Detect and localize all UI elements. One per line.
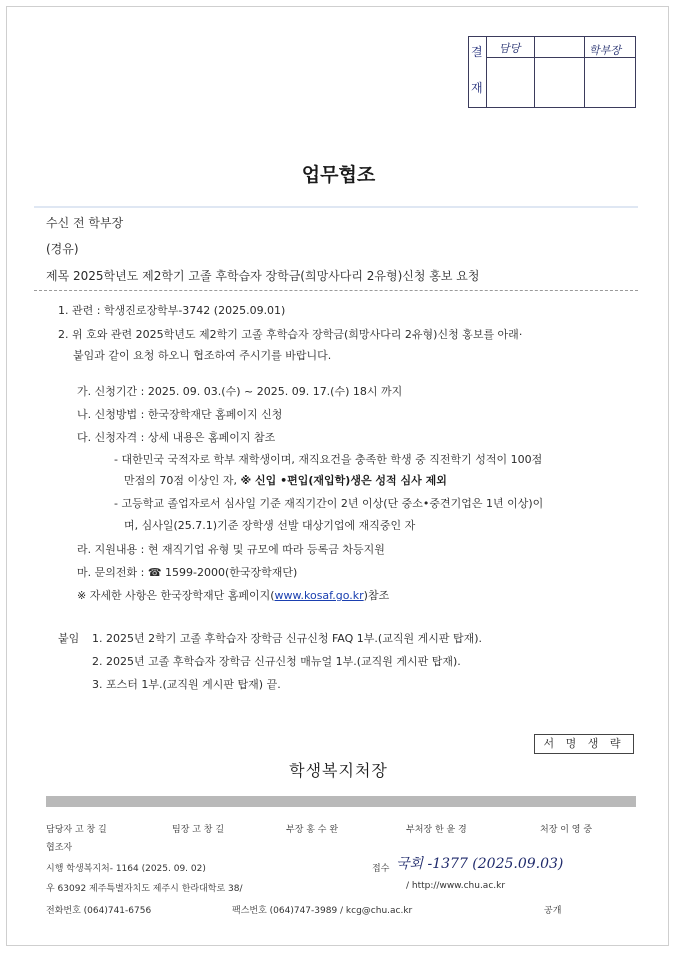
staff-director: 처장 이 영 중 [540,825,593,835]
item-da-1-line-2-text: 만점의 70점 이상인 자, [124,474,241,487]
document-title: 업무협조 [301,164,376,186]
recipient: 수신 전 학부장 [46,216,124,230]
approval-stamp-box [468,36,636,108]
header-divider [34,206,638,208]
reference-note [77,587,389,603]
website-url[interactable]: / http://www.chu.ac.kr [406,881,506,891]
approval-label-char-2: 재 [471,81,483,95]
attachment-2: 2. 2025년 고졸 후학습자 장학금 신규신청 매뉴얼 1부.(교직원 게시판 탑재). [92,655,461,668]
attachment-1: 1. 2025년 2학기 고졸 후학습자 장학금 신규신청 FAQ 1부.(교직원 게시판 탑재). [92,632,482,645]
item-2-line-1: 2. 위 호와 관련 2025학년도 제2학기 고졸 후학습자 장학금(희망사다리 2유형)신청 홍보를 아래· [58,328,523,341]
item-da-1-line-2 [124,472,447,488]
attachment-3: 3. 포스터 1부.(교직원 게시판 탑재) 끝. [92,678,281,691]
reference-note-prefix: ※ 자세한 사항은 한국장학재단 홈페이지( [77,589,275,602]
staff-team-lead: 팀장 고 창 길 [172,825,225,835]
approval-label-cell [469,37,487,107]
enforcement-number: 시행 학생복지처- 1164 (2025. 09. 02) [46,864,206,874]
postal-address: 우 63092 제주특별자치도 제주시 한라대학로 38/ [46,884,243,894]
item-2-line-2: 붙임과 같이 요청 하오니 협조하여 주시기를 바랍니다. [73,349,332,362]
approval-sign-2: 학부장 [589,44,621,57]
approval-label-char-1: 결 [471,45,483,59]
fax-and-email: 팩스번호 (064)747-3989 / kcg@chu.ac.kr [232,906,413,916]
item-na: 나. 신청방법 : 한국장학재단 홈페이지 신청 [77,408,283,421]
item-da-2-line-1: - 고등학교 졸업자로서 심사일 기준 재직기간이 2년 이상(단 중소•중견기업은 1년 이상)이 [114,497,544,510]
cooperator-label: 협조자 [46,843,73,853]
staff-deputy-director: 부처장 한 윤 경 [406,825,467,835]
via: (경유) [46,242,79,256]
item-ga: 가. 신청기간 : 2025. 09. 03.(수) ~ 2025. 09. 17.(수) 18시 까지 [77,385,403,398]
item-da-2-line-2: 며, 심사일(25.7.1)기준 장학생 선발 대상기업에 재직중인 자 [124,519,416,532]
item-da-1-bold-note: ※ 신입 •편입(재입학)생은 성적 심사 제외 [240,474,447,487]
subject-divider [34,290,638,291]
attachments-label: 붙임 [58,632,80,645]
staff-in-charge: 담당자 고 창 길 [46,825,107,835]
phone-number: 전화번호 (064)741-6756 [46,906,152,916]
footer-separator-bar [46,796,636,807]
kosaf-link[interactable]: www.kosaf.go.kr [274,589,364,602]
staff-manager: 부장 홍 수 완 [286,825,339,835]
signature-omitted-box: 서 명 생 략 [534,734,634,754]
item-ra: 라. 지원내용 : 현 재직기업 유형 및 규모에 따라 등록금 차등지원 [77,543,385,556]
item-ma: 마. 문의전화 : ☎ 1599-2000(한국장학재단) [77,566,298,579]
item-1: 1. 관련 : 학생진로장학부-3742 (2025.09.01) [58,304,286,317]
issuing-organization: 학생복지처장 [289,761,388,780]
disclosure-status: 공개 [544,906,562,916]
reference-note-suffix: )참조 [363,589,390,602]
subject: 제목 2025학년도 제2학기 고졸 후학습자 장학금(희망사다리 2유형)신청 홍보 요청 [46,269,480,283]
receipt-handwritten-number: 국회 -1377 (2025.09.03) [396,856,564,872]
item-da: 다. 신청자격 : 상세 내용은 홈페이지 참조 [77,431,276,444]
approval-sign-1: 담당 [499,42,521,55]
item-da-1-line-1: - 대한민국 국적자로 학부 재학생이며, 재직요건을 충족한 학생 중 직전학기 성적이 100점 [114,453,543,466]
receipt-label: 접수 [372,864,390,874]
approval-cell-2 [535,37,585,107]
